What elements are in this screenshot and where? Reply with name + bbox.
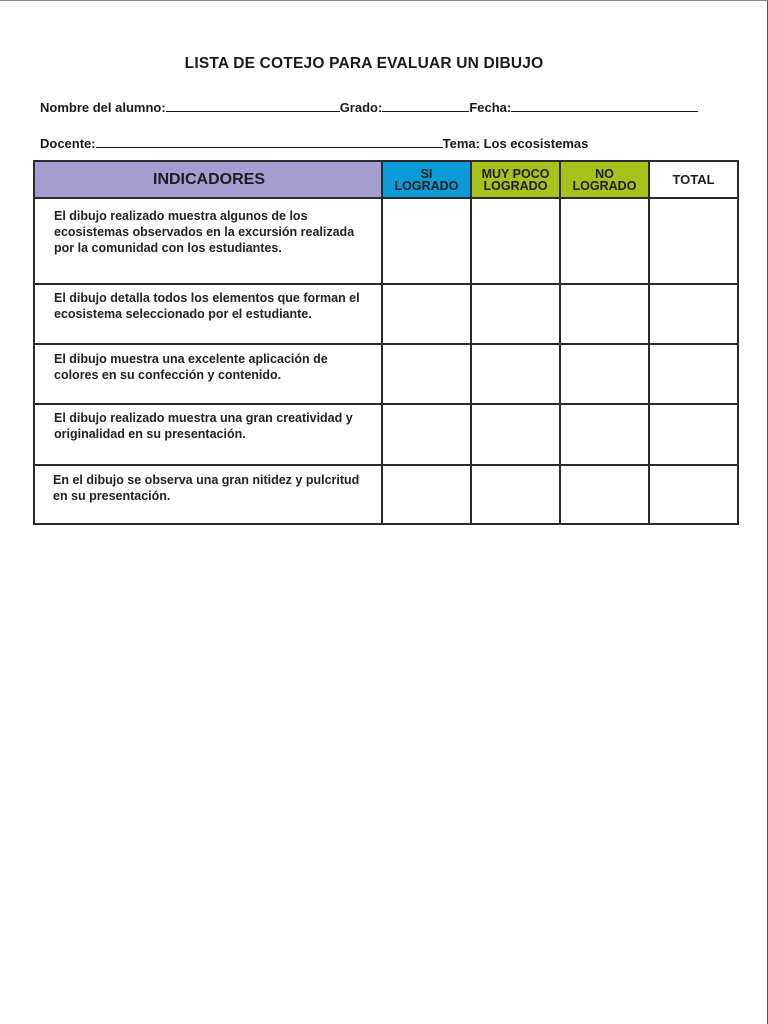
student-info-line	[40, 99, 698, 115]
si-logrado-header	[382, 161, 471, 198]
teacher-label: Docente:	[40, 136, 96, 151]
table-row	[34, 465, 738, 524]
muy-poco-header-line2: LOGRADO	[483, 178, 548, 193]
grade-label: Grado:	[339, 100, 383, 115]
checklist-table	[33, 160, 739, 525]
si-logrado-cell[interactable]	[382, 198, 471, 284]
teacher-blank[interactable]	[96, 135, 443, 148]
no-logrado-cell[interactable]	[560, 198, 649, 284]
table-row	[34, 404, 738, 465]
document-title: LISTA DE COTEJO PARA EVALUAR UN DIBUJO	[184, 55, 544, 72]
total-cell[interactable]	[649, 198, 738, 284]
si-header-line1: SI	[420, 166, 433, 181]
si-logrado-cell[interactable]	[382, 344, 471, 404]
table-row	[34, 284, 738, 344]
si-logrado-cell[interactable]	[382, 404, 471, 465]
muy-poco-logrado-cell[interactable]	[471, 284, 560, 344]
no-logrado-cell[interactable]	[560, 344, 649, 404]
indicators-header: INDICADORES	[34, 161, 382, 198]
no-logrado-cell[interactable]	[560, 284, 649, 344]
si-logrado-cell[interactable]	[382, 465, 471, 524]
no-header-line1: NO	[595, 166, 614, 181]
total-cell[interactable]	[649, 465, 738, 524]
teacher-info-line	[40, 135, 588, 151]
total-header: TOTAL	[649, 161, 738, 198]
indicator-cell: El dibujo realizado muestra algunos de los ecosistemas observados en la excursión realizada por la comunidad con los estudiantes.	[34, 198, 382, 284]
table-header-row	[34, 161, 738, 198]
muy-poco-logrado-cell[interactable]	[471, 404, 560, 465]
no-logrado-cell[interactable]	[560, 465, 649, 524]
indicator-cell: El dibujo muestra una excelente aplicación de colores en su confección y contenido.	[34, 344, 382, 404]
no-logrado-cell[interactable]	[560, 404, 649, 465]
indicator-cell: En el dibujo se observa una gran nitidez y pulcritud en su presentación.	[34, 465, 382, 524]
grade-blank[interactable]	[382, 99, 469, 112]
muy-poco-logrado-header	[471, 161, 560, 198]
muy-poco-logrado-cell[interactable]	[471, 198, 560, 284]
topic-label: Tema:	[442, 136, 480, 151]
indicator-cell: El dibujo realizado muestra una gran creatividad y originalidad en su presentación.	[34, 404, 382, 465]
indicator-cell: El dibujo detalla todos los elementos que forman el ecosistema seleccionado por el estudiante.	[34, 284, 382, 344]
no-header-line2: LOGRADO	[572, 178, 637, 193]
muy-poco-header-line1: MUY POCO	[481, 166, 550, 181]
table-row	[34, 198, 738, 284]
si-logrado-cell[interactable]	[382, 284, 471, 344]
total-cell[interactable]	[649, 344, 738, 404]
table-row	[34, 344, 738, 404]
total-cell[interactable]	[649, 404, 738, 465]
muy-poco-logrado-cell[interactable]	[471, 465, 560, 524]
si-header-line2: LOGRADO	[394, 178, 459, 193]
date-label: Fecha:	[469, 100, 512, 115]
student-name-label: Nombre del alumno:	[40, 100, 166, 115]
muy-poco-logrado-cell[interactable]	[471, 344, 560, 404]
total-cell[interactable]	[649, 284, 738, 344]
no-logrado-header	[560, 161, 649, 198]
date-blank[interactable]	[511, 99, 698, 112]
student-name-blank[interactable]	[166, 99, 340, 112]
topic-value: Los ecosistemas	[483, 136, 589, 151]
